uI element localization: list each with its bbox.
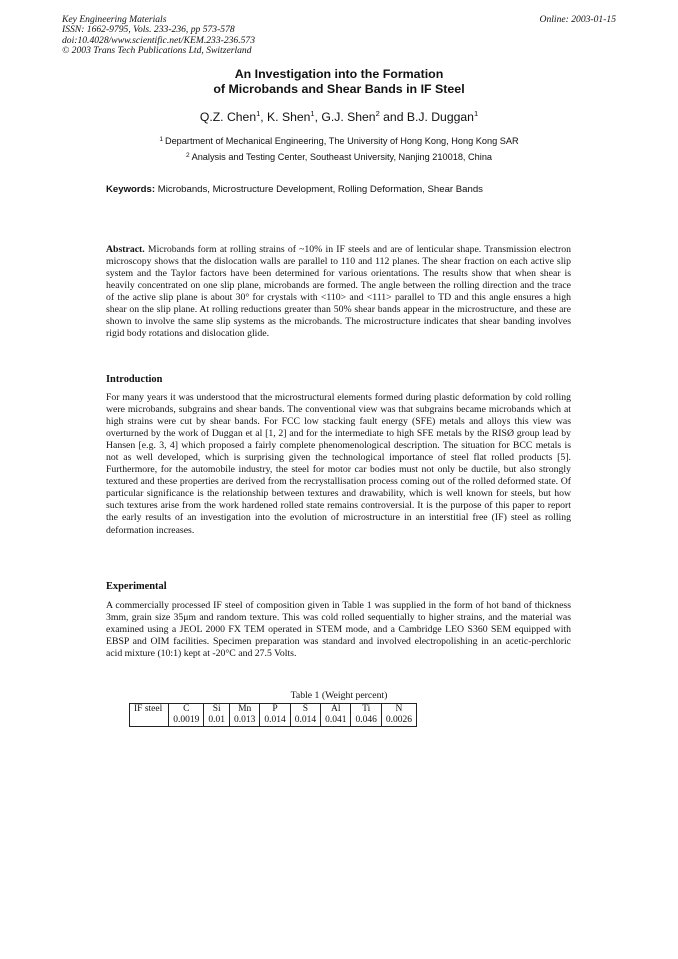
- affiliation-mark: 1: [159, 136, 163, 143]
- section-heading-experimental: Experimental: [106, 581, 167, 592]
- table-header-cell: N: [381, 704, 416, 716]
- abstract-text: Microbands form at rolling strains of ~10% in IF steels and are of lenticular shape. Transmission electron microscopy shows that the dislocation walls are parallel to 110 and 112 planes. The shear fraction on each active slip system and the Taylor factors have been determined for various orientations. The results show that when shear is heavily concentrated on one slip plane, microbands are formed. The angle between the rolling direction and the trace of the active slip plane is about 30° for crystals with <110> and <111> parallel to TD and this angle ensures a high shear on the slip plane. At rolling reductions greater than 50% shear bands appear in the microstructure, and these are shown to involve the same slip systems as the microbands. The microstructure indicates that shear banding involves rigid body rotations and dislocation glide.: [106, 244, 572, 340]
- table-header-cell: Al: [321, 704, 351, 716]
- abstract-label: Abstract.: [106, 244, 145, 255]
- author-separator: ,: [260, 110, 268, 124]
- table-value-row: [130, 715, 417, 727]
- table-value-cell: 0.01: [204, 715, 230, 727]
- affiliation-mark: 2: [185, 152, 190, 159]
- author-name: Q.Z. Chen: [199, 110, 257, 124]
- table-value-cell: 0.0019: [169, 715, 204, 727]
- copyright-line: © 2003 Trans Tech Publications Ltd, Switzerland: [62, 45, 252, 57]
- title-line-1: An Investigation into the Formation: [234, 67, 444, 81]
- table-header-row: [130, 704, 417, 716]
- affiliation-text: Analysis and Testing Center, Southeast University, Nanjing 210018, China: [191, 152, 493, 162]
- table-header-cell: Si: [204, 704, 230, 716]
- affiliation-1: [0, 135, 678, 147]
- table-header-cell: S: [290, 704, 320, 716]
- online-date: Online: 2003-01-15: [539, 14, 616, 25]
- journal-doi: doi:10.4028/www.scientific.net/KEM.233-236.573: [62, 34, 256, 46]
- keywords-label: Keywords:: [106, 184, 156, 195]
- experimental-text: A commercially processed IF steel of composition given in Table 1 was supplied in the form of hot band of thickness 3mm, grain size 35μm and random texture. This was cold rolled sequentially to higher strains, and the material was examined using a JEOL 2000 FX TEM operated in STEM mode, and a Cambridge LEO S360 SEM equipped with EBSP and OIM facilities. Specimen preparation was standard and involved electropolishing in an acetic-perchloric acid mixture (10:1) kept at -20°C and 27.5 Volts.: [106, 600, 571, 660]
- author-separator: and: [379, 110, 407, 124]
- author-list: [0, 110, 678, 124]
- table-value-cell: 0.014: [290, 715, 320, 727]
- author-affiliation-mark: 2: [375, 109, 380, 118]
- table-value-cell: 0.014: [260, 715, 290, 727]
- keywords-list: Microbands, Microstructure Development, Rolling Deformation, Shear Bands: [157, 184, 483, 195]
- table-value-cell: 0.041: [321, 715, 351, 727]
- table-header-cell: Mn: [229, 704, 259, 716]
- table-value-cell: 0.0026: [381, 715, 416, 727]
- abstract: [106, 244, 571, 340]
- table-header-cell: Ti: [351, 704, 381, 716]
- author-name: B.J. Duggan: [406, 110, 474, 124]
- title-line-2: of Microbands and Shear Bands in IF Steel: [213, 82, 465, 96]
- table-value-cell: 0.046: [351, 715, 381, 727]
- author-name: K. Shen: [267, 110, 311, 124]
- table-header-cell: P: [260, 704, 290, 716]
- affiliation-text: Department of Mechanical Engineering, The University of Hong Kong, Hong Kong SAR: [164, 136, 519, 146]
- author-affiliation-mark: 1: [473, 109, 479, 118]
- author-separator: ,: [314, 110, 322, 124]
- affiliation-2: [0, 151, 678, 163]
- table-row-label: IF steel: [130, 704, 169, 716]
- table-value-cell: 0.013: [229, 715, 259, 727]
- table-empty-cell: [130, 715, 169, 727]
- paper-title: [0, 67, 678, 97]
- section-heading-introduction: Introduction: [106, 374, 163, 385]
- author-affiliation-mark: 1: [310, 109, 315, 118]
- author-name: G.J. Shen: [321, 110, 376, 124]
- journal-issn: ISSN: 1662-9795, Vols. 233-236, pp 573-578: [62, 24, 235, 36]
- table-header-cell: C: [169, 704, 204, 716]
- composition-table: [129, 703, 417, 727]
- author-affiliation-mark: 1: [256, 109, 261, 118]
- table-caption: Table 1 (Weight percent): [290, 690, 388, 701]
- journal-name: Key Engineering Materials: [62, 14, 167, 25]
- introduction-text: For many years it was understood that the microstructural elements formed during plastic deformation by cold rolling were microbands, subgrains and shear bands. The conventional view was that subgrains became microbands which at high strains were cut by shear bands. For FCC low stacking fault energy (SFE) metals and alloys this view was overturned by the work of Duggan et al [1, 2] and for the intermediate to high SFE metals by the RISØ group lead by Hansen [e.g. 3, 4] which proposed a fairly complete phenomenological description. The situation for BCC metals is not as well developed, which is surprising given the technological importance of steel flat rolled products [5]. Furthermore, for the automobile industry, the steel for motor car bodies must not only be ductile, but also strongly textured and these properties are derived from the recrystallisation process coming out of the rolled deformed state. Of particular significance is the relationship between textures and drawability, which is well known for steels, but how such textures arise from the work hardened rolled state remains controversial. It is the purpose of this paper to report the early results of an investigation into the evolution of microstructure in an interstitial free (IF) steel as rolling deformation increases.: [106, 392, 571, 536]
- keywords: [106, 184, 483, 196]
- journal-header: [62, 15, 255, 57]
